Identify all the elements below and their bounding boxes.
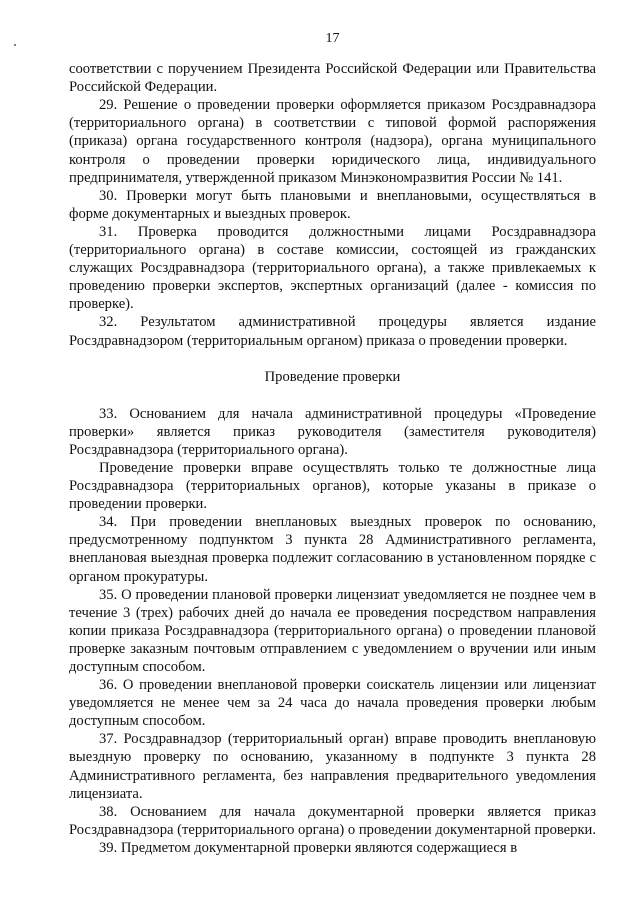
paragraph: соответствии с поручением Президента Российской Федерации или Правительства Российской Федерации.	[69, 61, 596, 96]
paragraph: 29. Решение о проведении проверки оформляется приказом Росздравнадзора (территориального органа) в соответствии с типовой формой распоряжения (приказа) органа государственного контроля (надзора), органа муниципального контроля о проведении проверки юридического лица, индивидуального предпринимателя, утвержденной приказом Минэкономразвития России № 141.	[69, 97, 596, 186]
paragraph: 39. Предметом документарной проверки являются содержащиеся в	[99, 839, 518, 856]
paragraph: 35. О проведении плановой проверки лицензиат уведомляется не позднее чем в течение 3 (трех) рабочих дней до начала ее проведения посредством направления копии приказа Росздравнадзора (территориального органа) о проведении плановой проверке заказным почтовым отправлением с уведомлением о вручении или иным доступным способом.	[69, 586, 596, 675]
paragraphs-before	[69, 60, 596, 350]
paragraphs-after	[69, 405, 596, 857]
paragraph: 33. Основанием для начала административной процедуры «Проведение проверки» является приказ руководителя (заместителя руководителя) Росздравнадзора (территориального органа).	[69, 405, 596, 458]
paragraph: 38. Основанием для начала документарной проверки является приказ Росздравнадзора (территориального органа) о проведении документарной проверки.	[69, 803, 596, 838]
paragraph: 37. Росздравнадзор (территориальный орган) вправе проводить внеплановую выездную проверку по основанию, указанному в подпункте 3 пункта 28 Административного регламента, без направления предварительного уведомления лицензиата.	[69, 731, 596, 802]
paragraph: 31. Проверка проводится должностными лицами Росздравнадзора (территориального органа) в составе комиссии, состоящей из гражданских служащих Росздравнадзора (территориального органа), а также привлекаемых к проведению проверки экспертов, экспертных организаций (далее - комиссия по проверке).	[69, 223, 596, 313]
paragraph: 32. Результатом административной процедуры является издание Росздравнадзором (территориальным органом) приказа о проведении проверки.	[69, 314, 596, 349]
scan-speck	[14, 44, 16, 46]
section-title: Проведение проверки	[264, 368, 401, 385]
paragraph: Проведение проверки вправе осуществлять только те должностные лица Росздравнадзора (территориальных органов), которые указаны в приказе о проведении проверки.	[69, 459, 596, 513]
paragraph: 30. Проверки могут быть плановыми и внеплановыми, осуществляться в форме документарных и выездных проверок.	[69, 187, 596, 222]
document-page	[69, 30, 596, 857]
paragraph: 34. При проведении внеплановых выездных проверок по основанию, предусмотренному подпунктом 3 пункта 28 Административного регламента, внеплановая выездная проверка подлежит согласованию в установленном порядке с органом прокуратуры.	[69, 514, 596, 585]
paragraph: 36. О проведении внеплановой проверки соискатель лицензии или лицензиат уведомляется не менее чем за 24 часа до начала проведения проверки любым доступным способом.	[69, 677, 596, 730]
page-number: 17	[325, 31, 340, 46]
